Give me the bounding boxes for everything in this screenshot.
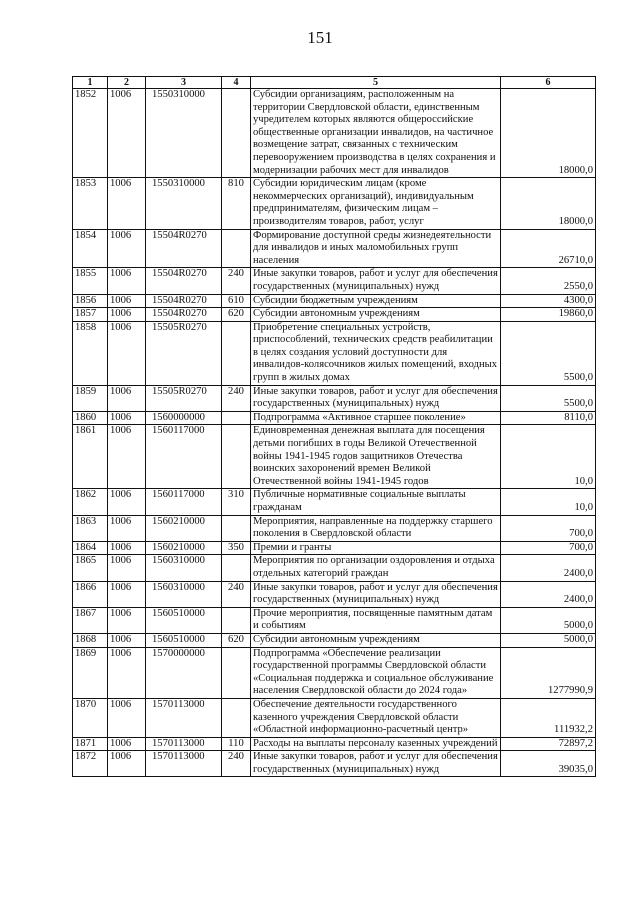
target-article-cell: 15505R0270 <box>146 385 222 411</box>
expense-name-cell: Иные закупки товаров, работ и услуг для обеспечения государственных (муниципальных) нужд <box>251 268 501 294</box>
row-number-cell: 1866 <box>73 581 108 607</box>
section-code-cell: 1006 <box>108 607 146 633</box>
row-number-cell: 1867 <box>73 607 108 633</box>
amount-cell: 5500,0 <box>501 385 596 411</box>
table-row <box>73 737 596 751</box>
section-code-cell: 1006 <box>108 178 146 229</box>
expense-type-cell: 620 <box>222 633 251 647</box>
row-number-cell: 1872 <box>73 751 108 777</box>
table-row <box>73 555 596 581</box>
amount-cell: 5000,0 <box>501 633 596 647</box>
page-number: 151 <box>307 28 333 47</box>
section-code-cell: 1006 <box>108 268 146 294</box>
target-article-cell: 1560310000 <box>146 555 222 581</box>
expense-name-cell: Расходы на выплаты персоналу казенных учреждений <box>251 737 501 751</box>
expense-name-cell: Подпрограмма «Обеспечение реализации государственной программы Свердловской области «Социальная поддержка и социальное обслуживание населения Свердловской области до 2024 года» <box>251 647 501 698</box>
row-number-cell: 1855 <box>73 268 108 294</box>
amount-cell: 26710,0 <box>501 229 596 268</box>
expense-name-cell: Обеспечение деятельности государственного казенного учреждения Свердловской области «Областной информационно-расчетный центр» <box>251 698 501 737</box>
amount-cell: 19860,0 <box>501 308 596 322</box>
section-code-cell: 1006 <box>108 751 146 777</box>
section-code-cell: 1006 <box>108 555 146 581</box>
amount-cell: 700,0 <box>501 541 596 555</box>
section-code-cell: 1006 <box>108 647 146 698</box>
expense-type-cell: 240 <box>222 268 251 294</box>
target-article-cell: 1560510000 <box>146 607 222 633</box>
amount-cell: 10,0 <box>501 489 596 515</box>
expense-type-cell: 310 <box>222 489 251 515</box>
table-row <box>73 633 596 647</box>
expense-type-cell: 240 <box>222 581 251 607</box>
header-row <box>73 77 596 89</box>
section-code-cell: 1006 <box>108 294 146 308</box>
target-article-cell: 1560510000 <box>146 633 222 647</box>
row-number-cell: 1856 <box>73 294 108 308</box>
target-article-cell: 1570000000 <box>146 647 222 698</box>
section-code-cell: 1006 <box>108 308 146 322</box>
section-code-cell: 1006 <box>108 89 146 178</box>
header-cell-1: 1 <box>73 77 108 89</box>
row-number-cell: 1869 <box>73 647 108 698</box>
section-code-cell: 1006 <box>108 515 146 541</box>
expense-name-cell: Иные закупки товаров, работ и услуг для обеспечения государственных (муниципальных) нужд <box>251 751 501 777</box>
expense-type-cell: 240 <box>222 751 251 777</box>
expense-name-cell: Субсидии организациям, расположенным на территории Свердловской области, единственным учредителем которых являются общероссийские общественные организации инвалидов, на частичное возмещение затрат, связанных с техническим перевооружением производства в целях сохранения и модернизации рабочих мест для инвалидов <box>251 89 501 178</box>
amount-cell: 39035,0 <box>501 751 596 777</box>
section-code-cell: 1006 <box>108 737 146 751</box>
table-row <box>73 229 596 268</box>
table-row <box>73 581 596 607</box>
expense-type-cell <box>222 425 251 489</box>
target-article-cell: 1560310000 <box>146 581 222 607</box>
target-article-cell: 1550310000 <box>146 89 222 178</box>
table-row <box>73 698 596 737</box>
expense-type-cell <box>222 647 251 698</box>
expense-type-cell <box>222 515 251 541</box>
target-article-cell: 15505R0270 <box>146 321 222 385</box>
row-number-cell: 1865 <box>73 555 108 581</box>
expense-type-cell <box>222 229 251 268</box>
row-number-cell: 1861 <box>73 425 108 489</box>
budget-table <box>72 76 596 777</box>
row-number-cell: 1870 <box>73 698 108 737</box>
expense-type-cell: 110 <box>222 737 251 751</box>
row-number-cell: 1859 <box>73 385 108 411</box>
expense-name-cell: Единовременная денежная выплата для посещения детьми погибших в годы Великой Отечественной войны 1941-1945 годов защитников Отечества воинских захоронений времен Великой Отечественной войны 1941-1945 годов <box>251 425 501 489</box>
target-article-cell: 15504R0270 <box>146 268 222 294</box>
section-code-cell: 1006 <box>108 411 146 425</box>
amount-cell: 2400,0 <box>501 555 596 581</box>
section-code-cell: 1006 <box>108 581 146 607</box>
table-row <box>73 647 596 698</box>
expense-type-cell: 620 <box>222 308 251 322</box>
target-article-cell: 15504R0270 <box>146 229 222 268</box>
header-cell-4: 4 <box>222 77 251 89</box>
amount-cell: 8110,0 <box>501 411 596 425</box>
target-article-cell: 15504R0270 <box>146 294 222 308</box>
target-article-cell: 1560000000 <box>146 411 222 425</box>
row-number-cell: 1863 <box>73 515 108 541</box>
table-body <box>73 89 596 777</box>
table-row <box>73 515 596 541</box>
row-number-cell: 1857 <box>73 308 108 322</box>
table-row <box>73 541 596 555</box>
header-cell-3: 3 <box>146 77 222 89</box>
expense-type-cell: 240 <box>222 385 251 411</box>
target-article-cell: 1570113000 <box>146 751 222 777</box>
table-row <box>73 178 596 229</box>
row-number-cell: 1871 <box>73 737 108 751</box>
row-number-cell: 1858 <box>73 321 108 385</box>
expense-name-cell: Приобретение специальных устройств, приспособлений, технических средств реабилитации в целях создания условий доступности для инвалидов-колясочников жилых помещений, входных групп в жилых домах <box>251 321 501 385</box>
table-row <box>73 308 596 322</box>
expense-type-cell <box>222 555 251 581</box>
amount-cell: 18000,0 <box>501 89 596 178</box>
table-row <box>73 607 596 633</box>
expense-name-cell: Прочие мероприятия, посвященные памятным датам и событиям <box>251 607 501 633</box>
target-article-cell: 1550310000 <box>146 178 222 229</box>
expense-name-cell: Мероприятия, направленные на поддержку старшего поколения в Свердловской области <box>251 515 501 541</box>
section-code-cell: 1006 <box>108 489 146 515</box>
expense-type-cell <box>222 89 251 178</box>
amount-cell: 700,0 <box>501 515 596 541</box>
expense-name-cell: Публичные нормативные социальные выплаты гражданам <box>251 489 501 515</box>
amount-cell: 5000,0 <box>501 607 596 633</box>
row-number-cell: 1868 <box>73 633 108 647</box>
target-article-cell: 1560210000 <box>146 515 222 541</box>
expense-name-cell: Субсидии автономным учреждениям <box>251 308 501 322</box>
target-article-cell: 1560210000 <box>146 541 222 555</box>
table-row <box>73 489 596 515</box>
amount-cell: 4300,0 <box>501 294 596 308</box>
table-row <box>73 268 596 294</box>
expense-name-cell: Иные закупки товаров, работ и услуг для обеспечения государственных (муниципальных) нужд <box>251 385 501 411</box>
table-row <box>73 385 596 411</box>
section-code-cell: 1006 <box>108 698 146 737</box>
section-code-cell: 1006 <box>108 321 146 385</box>
section-code-cell: 1006 <box>108 425 146 489</box>
amount-cell: 111932,2 <box>501 698 596 737</box>
table-row <box>73 294 596 308</box>
expense-name-cell: Субсидии автономным учреждениям <box>251 633 501 647</box>
row-number-cell: 1864 <box>73 541 108 555</box>
amount-cell: 72897,2 <box>501 737 596 751</box>
expense-type-cell: 810 <box>222 178 251 229</box>
expense-name-cell: Субсидии бюджетным учреждениям <box>251 294 501 308</box>
amount-cell: 2400,0 <box>501 581 596 607</box>
expense-name-cell: Премии и гранты <box>251 541 501 555</box>
expense-name-cell: Подпрограмма «Активное старшее поколение» <box>251 411 501 425</box>
row-number-cell: 1852 <box>73 89 108 178</box>
section-code-cell: 1006 <box>108 633 146 647</box>
target-article-cell: 1560117000 <box>146 489 222 515</box>
row-number-cell: 1862 <box>73 489 108 515</box>
amount-cell: 2550,0 <box>501 268 596 294</box>
amount-cell: 1277990,9 <box>501 647 596 698</box>
expense-type-cell <box>222 411 251 425</box>
table-row <box>73 751 596 777</box>
expense-name-cell: Субсидии юридическим лицам (кроме некоммерческих организаций), индивидуальным предпринимателям, физическим лицам – производителям товаров, работ, услуг <box>251 178 501 229</box>
expense-type-cell <box>222 321 251 385</box>
header-cell-2: 2 <box>108 77 146 89</box>
target-article-cell: 1570113000 <box>146 698 222 737</box>
amount-cell: 18000,0 <box>501 178 596 229</box>
expense-type-cell: 610 <box>222 294 251 308</box>
amount-cell: 10,0 <box>501 425 596 489</box>
table-row <box>73 411 596 425</box>
target-article-cell: 1560117000 <box>146 425 222 489</box>
row-number-cell: 1853 <box>73 178 108 229</box>
expense-type-cell <box>222 698 251 737</box>
expense-name-cell: Мероприятия по организации оздоровления и отдыха отдельных категорий граждан <box>251 555 501 581</box>
header-cell-6: 6 <box>501 77 596 89</box>
target-article-cell: 15504R0270 <box>146 308 222 322</box>
expense-type-cell: 350 <box>222 541 251 555</box>
expense-name-cell: Иные закупки товаров, работ и услуг для обеспечения государственных (муниципальных) нужд <box>251 581 501 607</box>
table-row <box>73 89 596 178</box>
table-row <box>73 425 596 489</box>
table-row <box>73 321 596 385</box>
expense-type-cell <box>222 607 251 633</box>
row-number-cell: 1860 <box>73 411 108 425</box>
expense-name-cell: Формирование доступной среды жизнедеятельности для инвалидов и иных маломобильных групп населения <box>251 229 501 268</box>
section-code-cell: 1006 <box>108 541 146 555</box>
row-number-cell: 1854 <box>73 229 108 268</box>
section-code-cell: 1006 <box>108 229 146 268</box>
section-code-cell: 1006 <box>108 385 146 411</box>
header-cell-5: 5 <box>251 77 501 89</box>
target-article-cell: 1570113000 <box>146 737 222 751</box>
amount-cell: 5500,0 <box>501 321 596 385</box>
